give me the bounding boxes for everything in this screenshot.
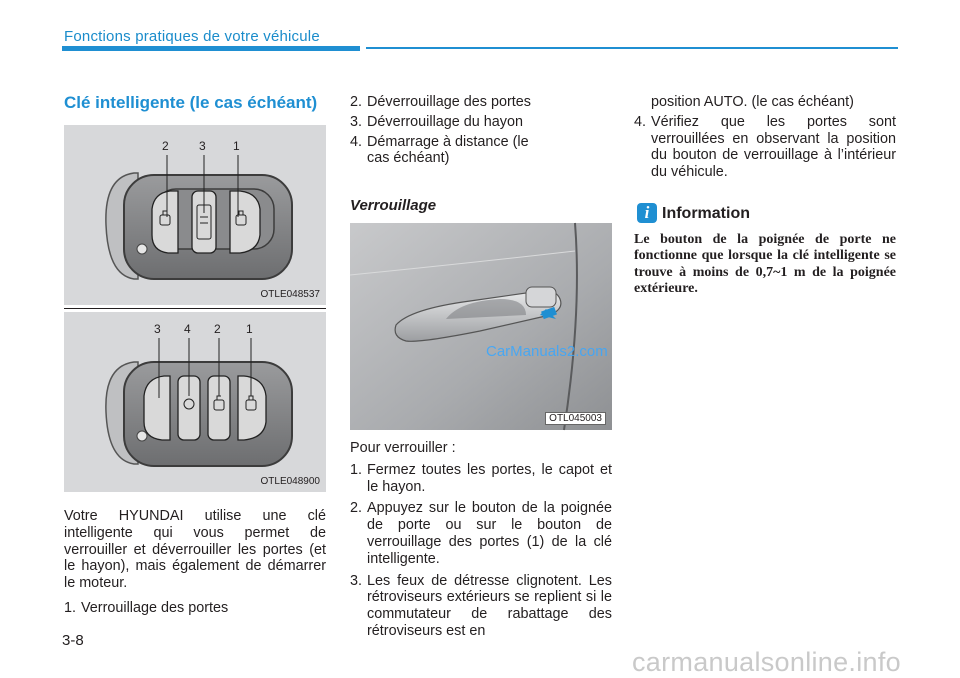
door-handle-figure bbox=[350, 223, 612, 430]
middle-column-list bbox=[350, 94, 612, 167]
locking-intro: Pour verrouiller : bbox=[350, 440, 456, 456]
intro-paragraph: Votre HYUNDAI utilise une clé intelligente qui vous permet de verrouiller et déverrouiller les portes (et le hayon), mais également de démarrer le moteur. bbox=[64, 508, 326, 592]
figure-code: OTL045003 bbox=[545, 412, 606, 425]
left-column-text bbox=[64, 508, 326, 617]
figure-divider bbox=[64, 308, 326, 309]
list-text: Déverrouillage du hayon bbox=[367, 113, 523, 130]
locking-heading: Verrouillage bbox=[350, 197, 437, 214]
list-item bbox=[64, 600, 326, 617]
callout-2: 2 bbox=[214, 322, 221, 336]
callout-3: 3 bbox=[199, 139, 206, 153]
list-number: 1. bbox=[350, 461, 363, 478]
figure-code: OTLE048537 bbox=[260, 289, 320, 300]
list-text: Démarrage à distance (le cas échéant) bbox=[367, 133, 529, 167]
list-item bbox=[350, 94, 612, 111]
header-bar-rule bbox=[366, 47, 898, 49]
smart-key-4-buttons-illustration bbox=[64, 312, 326, 492]
footer-watermark: carmanualsonline.info bbox=[632, 647, 901, 677]
smart-key-3-buttons-illustration bbox=[64, 125, 326, 305]
figure-code: OTLE048900 bbox=[260, 476, 320, 487]
list-number: 4. bbox=[350, 133, 363, 150]
list-number: 4. bbox=[634, 113, 647, 130]
list-text: Vérifiez que les portes sont verrouillées en observant la position du bouton de verrouillage à l’intérieur du véhicule. bbox=[651, 113, 896, 181]
list-number: 3. bbox=[350, 572, 363, 589]
list-item bbox=[350, 572, 612, 639]
callout-3: 3 bbox=[154, 322, 161, 336]
list-text: Appuyez sur le bouton de la poignée de porte ou sur le bouton de verrouillage des portes (1) de la clé intelligente. bbox=[367, 500, 612, 567]
information-title: Information bbox=[662, 205, 750, 222]
section-title: Clé intelligente (le cas échéant) bbox=[64, 93, 318, 112]
page-number: 3-8 bbox=[62, 632, 84, 649]
list-item bbox=[350, 462, 612, 496]
list-number: 2. bbox=[350, 94, 363, 110]
list-item bbox=[634, 114, 896, 181]
locking-steps bbox=[350, 440, 612, 639]
right-column-steps bbox=[634, 94, 896, 181]
list-item bbox=[350, 114, 612, 131]
smart-key-3-buttons-figure bbox=[64, 125, 326, 305]
list-number: 3. bbox=[350, 113, 363, 130]
list-text: Les feux de détresse clignotent. Les rétroviseurs extérieurs se replient si le commutateur de rabattage des rétroviseurs est en bbox=[367, 572, 612, 639]
list-text: Fermez toutes les portes, le capot et le hayon. bbox=[367, 461, 612, 495]
list-number: 2. bbox=[350, 500, 363, 517]
list-text: Verrouillage des portes bbox=[81, 599, 229, 616]
list-item bbox=[350, 134, 530, 168]
callout-1: 1 bbox=[246, 322, 253, 336]
running-header: Fonctions pratiques de votre véhicule bbox=[64, 28, 320, 45]
door-handle-illustration bbox=[350, 223, 612, 430]
information-body: Le bouton de la poignée de porte ne fonctionne que lorsque la clé intelligente se trouve à moins de 0,7~1 m de la poignée extérieure. bbox=[634, 232, 896, 297]
list-text: Déverrouillage des portes bbox=[367, 94, 531, 110]
callout-2: 2 bbox=[162, 139, 169, 153]
watermark-carmanuals2: CarManuals2.com bbox=[486, 343, 608, 360]
callout-1: 1 bbox=[233, 139, 240, 153]
smart-key-4-buttons-figure bbox=[64, 312, 326, 492]
step-3-continuation: position AUTO. (le cas échéant) bbox=[651, 94, 854, 110]
information-icon: i bbox=[637, 203, 657, 223]
list-item bbox=[350, 500, 612, 567]
callout-4: 4 bbox=[184, 322, 191, 336]
list-number: 1. bbox=[64, 599, 77, 616]
header-bar-accent bbox=[62, 46, 360, 51]
